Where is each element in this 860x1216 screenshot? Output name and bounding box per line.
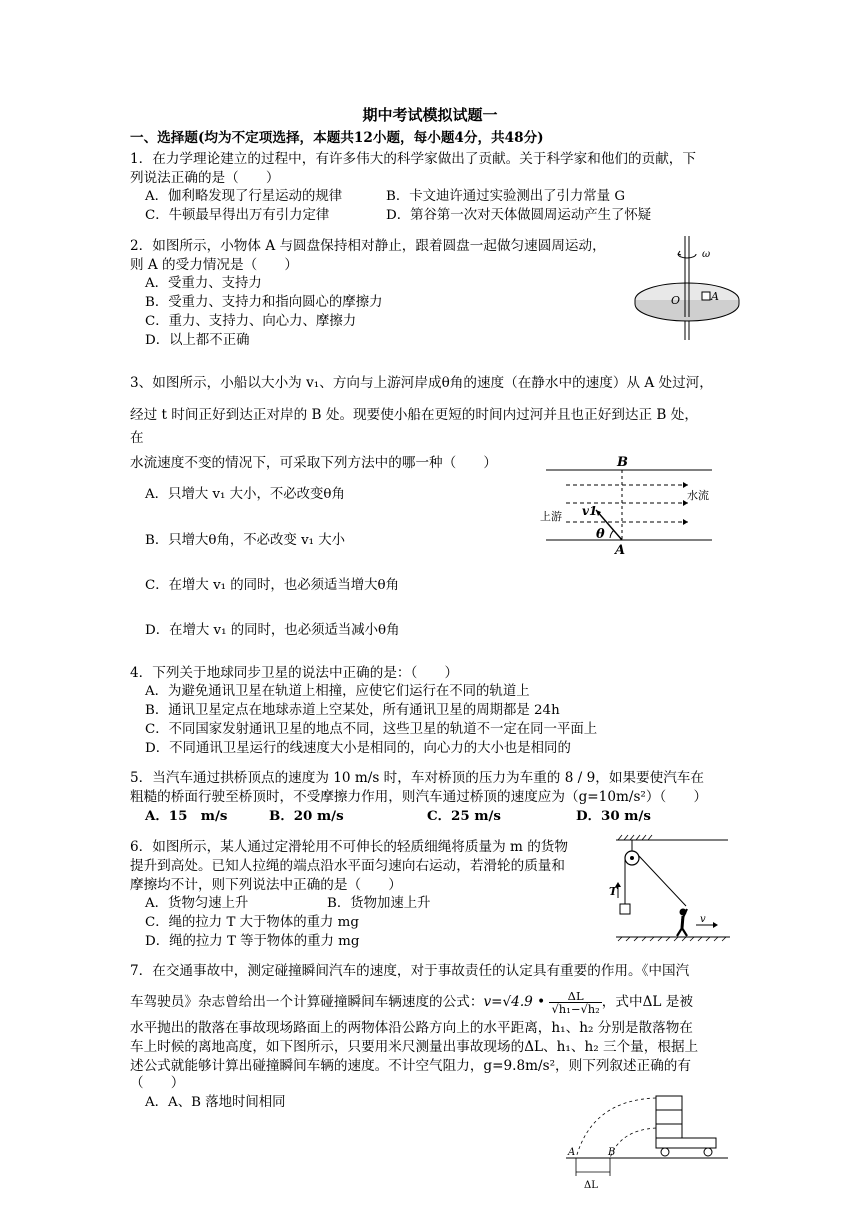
object-b-label: B [608,1147,616,1158]
q7-option-a: A．A、B 落地时间相同 [145,1095,286,1110]
page-title: 期中考试模拟试题一 [362,106,498,124]
q1-stem-line1: 1．在力学理论建立的过程中，有许多伟大的科学家做出了贡献。关于科学家和他们的贡献，下 [130,151,696,167]
q6-option-d: D．绳的拉力 T 等于物体的重力 mg [145,934,360,949]
q2-option-d: D．以上都不正确 [145,333,250,348]
q7-formula-left: v=√4.9 • [483,994,546,1010]
q1-option-a: A．伽利略发现了行星运动的规律 [145,189,343,204]
q7-formula-fraction [549,990,601,1015]
q7-stem-line3: 水平抛出的散落在事故现场路面上的两物体沿公路方向上的水平距离，h₁、h₂ 分别是散落物在 [130,1020,693,1036]
q5-option-c: C．25 m/s [427,808,501,824]
q3-option-a: A．只增大 v₁ 大小，不必改变θ角 [145,487,345,502]
q6-option-a: A．货物匀速上升 [145,896,249,911]
q7-stem-line2-tail: ，式中ΔL 是被 [601,994,693,1010]
q5-stem-line2: 粗糙的桥面行驶至桥顶时，不受摩擦力作用，则汽车通过桥顶的速度应为（g=10m/s²）（ ） [130,789,708,805]
point-a-label: A [615,543,626,558]
q7-stem-line6: （ ） [130,1075,185,1091]
q1-stem-line2: 列说法正确的是（ ） [130,170,280,186]
q6-option-b: B．货物加速上升 [327,896,431,911]
q3-stem-line2: 经过 t 时间正好到达正对岸的 B 处。现要使小船在更短的时间内过河并且也正好到达正 B 处， [130,407,698,423]
q1-option-d: D．第谷第一次对天体做圆周运动产生了怀疑 [386,208,652,223]
q5-stem-line1: 5．当汽车通过拱桥顶点的速度为 10 m/s 时，车对桥顶的压力为车重的 8 / 9，如果要使汽车在 [130,770,704,786]
q7-stem-line5: 述公式就能够计算出碰撞瞬间车辆的速度。不计空气阻力，g=9.8m/s²，则下列叙述正确的有 [130,1058,691,1074]
pulley-figure [608,832,736,944]
block-a-label: A [711,290,719,303]
center-o-label: O [671,294,681,307]
q6-stem-line3: 摩擦均不计，则下列说法中正确的是（ ） [130,877,402,893]
q3-option-d: D．在增大 v₁ 的同时，也必须适当减小θ角 [145,623,400,638]
theta-label: θ [596,527,605,542]
q3-stem-line3: 在 [130,430,144,446]
q2-stem-line1: 2．如图所示，小物体 A 与圆盘保持相对静止，跟着圆盘一起做匀速圆周运动， [130,238,606,254]
water-flow-label: 水流 [687,489,709,502]
q4-option-d: D．不同通讯卫星运行的线速度大小是相同的，向心力的大小也是相同的 [145,741,571,756]
q7-formula-numerator: ΔL [549,990,601,1003]
q3-option-c: C．在增大 v₁ 的同时，也必须适当增大θ角 [145,578,400,593]
q6-stem-line1: 6．如图所示，某人通过定滑轮用不可伸长的轻质细绳将质量为 m 的货物 [130,839,568,855]
q4-option-b: B．通讯卫星定点在地球赤道上空某处，所有通讯卫星的周期都是 24h [145,703,560,718]
velocity-v-label: v [700,914,706,925]
q7-stem-line2-text: 车驾驶员》杂志曾给出一个计算碰撞瞬间车辆速度的公式： [130,994,484,1010]
q1-option-c: C．牛顿最早得出万有引力定律 [145,208,330,223]
q2-option-b: B．受重力、支持力和指向圆心的摩擦力 [145,295,383,310]
omega-label: ω [702,249,711,260]
section-heading: 一、选择题(均为不定项选择，本题共12小题，每小题4分，共48分) [130,130,544,146]
river-crossing-figure [538,450,718,558]
q5-option-b: B．20 m/s [269,808,344,824]
q7-formula-denominator: √h₁−√h₂ [551,1002,600,1016]
upstream-label: 上游 [540,510,562,523]
q1-option-b: B．卡文迪许通过实验测出了引力常量 G [386,189,626,204]
q2-option-c: C．重力、支持力、向心力、摩擦力 [145,314,357,329]
delta-l-label: ΔL [584,1180,598,1191]
q6-stem-line2: 提升到高处。已知人拉绳的端点沿水平面匀速向右运动，若滑轮的质量和 [130,858,565,874]
accident-figure [562,1092,732,1216]
object-a-label: A [568,1147,576,1158]
q4-stem: 4．下列关于地球同步卫星的说法中正确的是：（ ） [130,665,459,681]
q4-option-c: C．不同国家发射通讯卫星的地点不同，这些卫星的轨道不一定在同一平面上 [145,722,598,737]
rotating-disc-figure [630,232,750,344]
q2-stem-line2: 则 A 的受力情况是（ ） [130,257,298,273]
q6-option-c: C．绳的拉力 T 大于物体的重力 mg [145,915,359,930]
q7-stem-line1: 7．在交通事故中，测定碰撞瞬间汽车的速度，对于事故责任的认定具有重要的作用。《中国汽 [130,963,690,979]
q5-option-a: A．15 m/s [145,808,228,824]
tension-t-label: T [609,885,618,898]
q5-option-d: D．30 m/s [576,808,651,824]
q7-stem-line2 [130,990,693,1015]
v1-label: v1 [582,504,598,518]
q3-stem-line1: 3、如图所示，小船以大小为 v₁、方向与上游河岸成θ角的速度（在静水中的速度）从 A 处过河， [130,375,713,391]
q4-option-a: A．为避免通讯卫星在轨道上相撞，应使它们运行在不同的轨道上 [145,684,530,699]
q3-option-b: B．只增大θ角，不必改变 v₁ 大小 [145,533,346,548]
point-b-label: B [617,455,628,470]
q7-stem-line4: 车上时候的离地高度，如下图所示，只要用米尺测量出事故现场的ΔL、h₁、h₂ 三个量，根据上 [130,1039,699,1055]
q2-option-a: A．受重力、支持力 [145,276,262,291]
q3-stem-line4: 水流速度不变的情况下，可采取下列方法中的哪一种（ ） [130,455,498,471]
